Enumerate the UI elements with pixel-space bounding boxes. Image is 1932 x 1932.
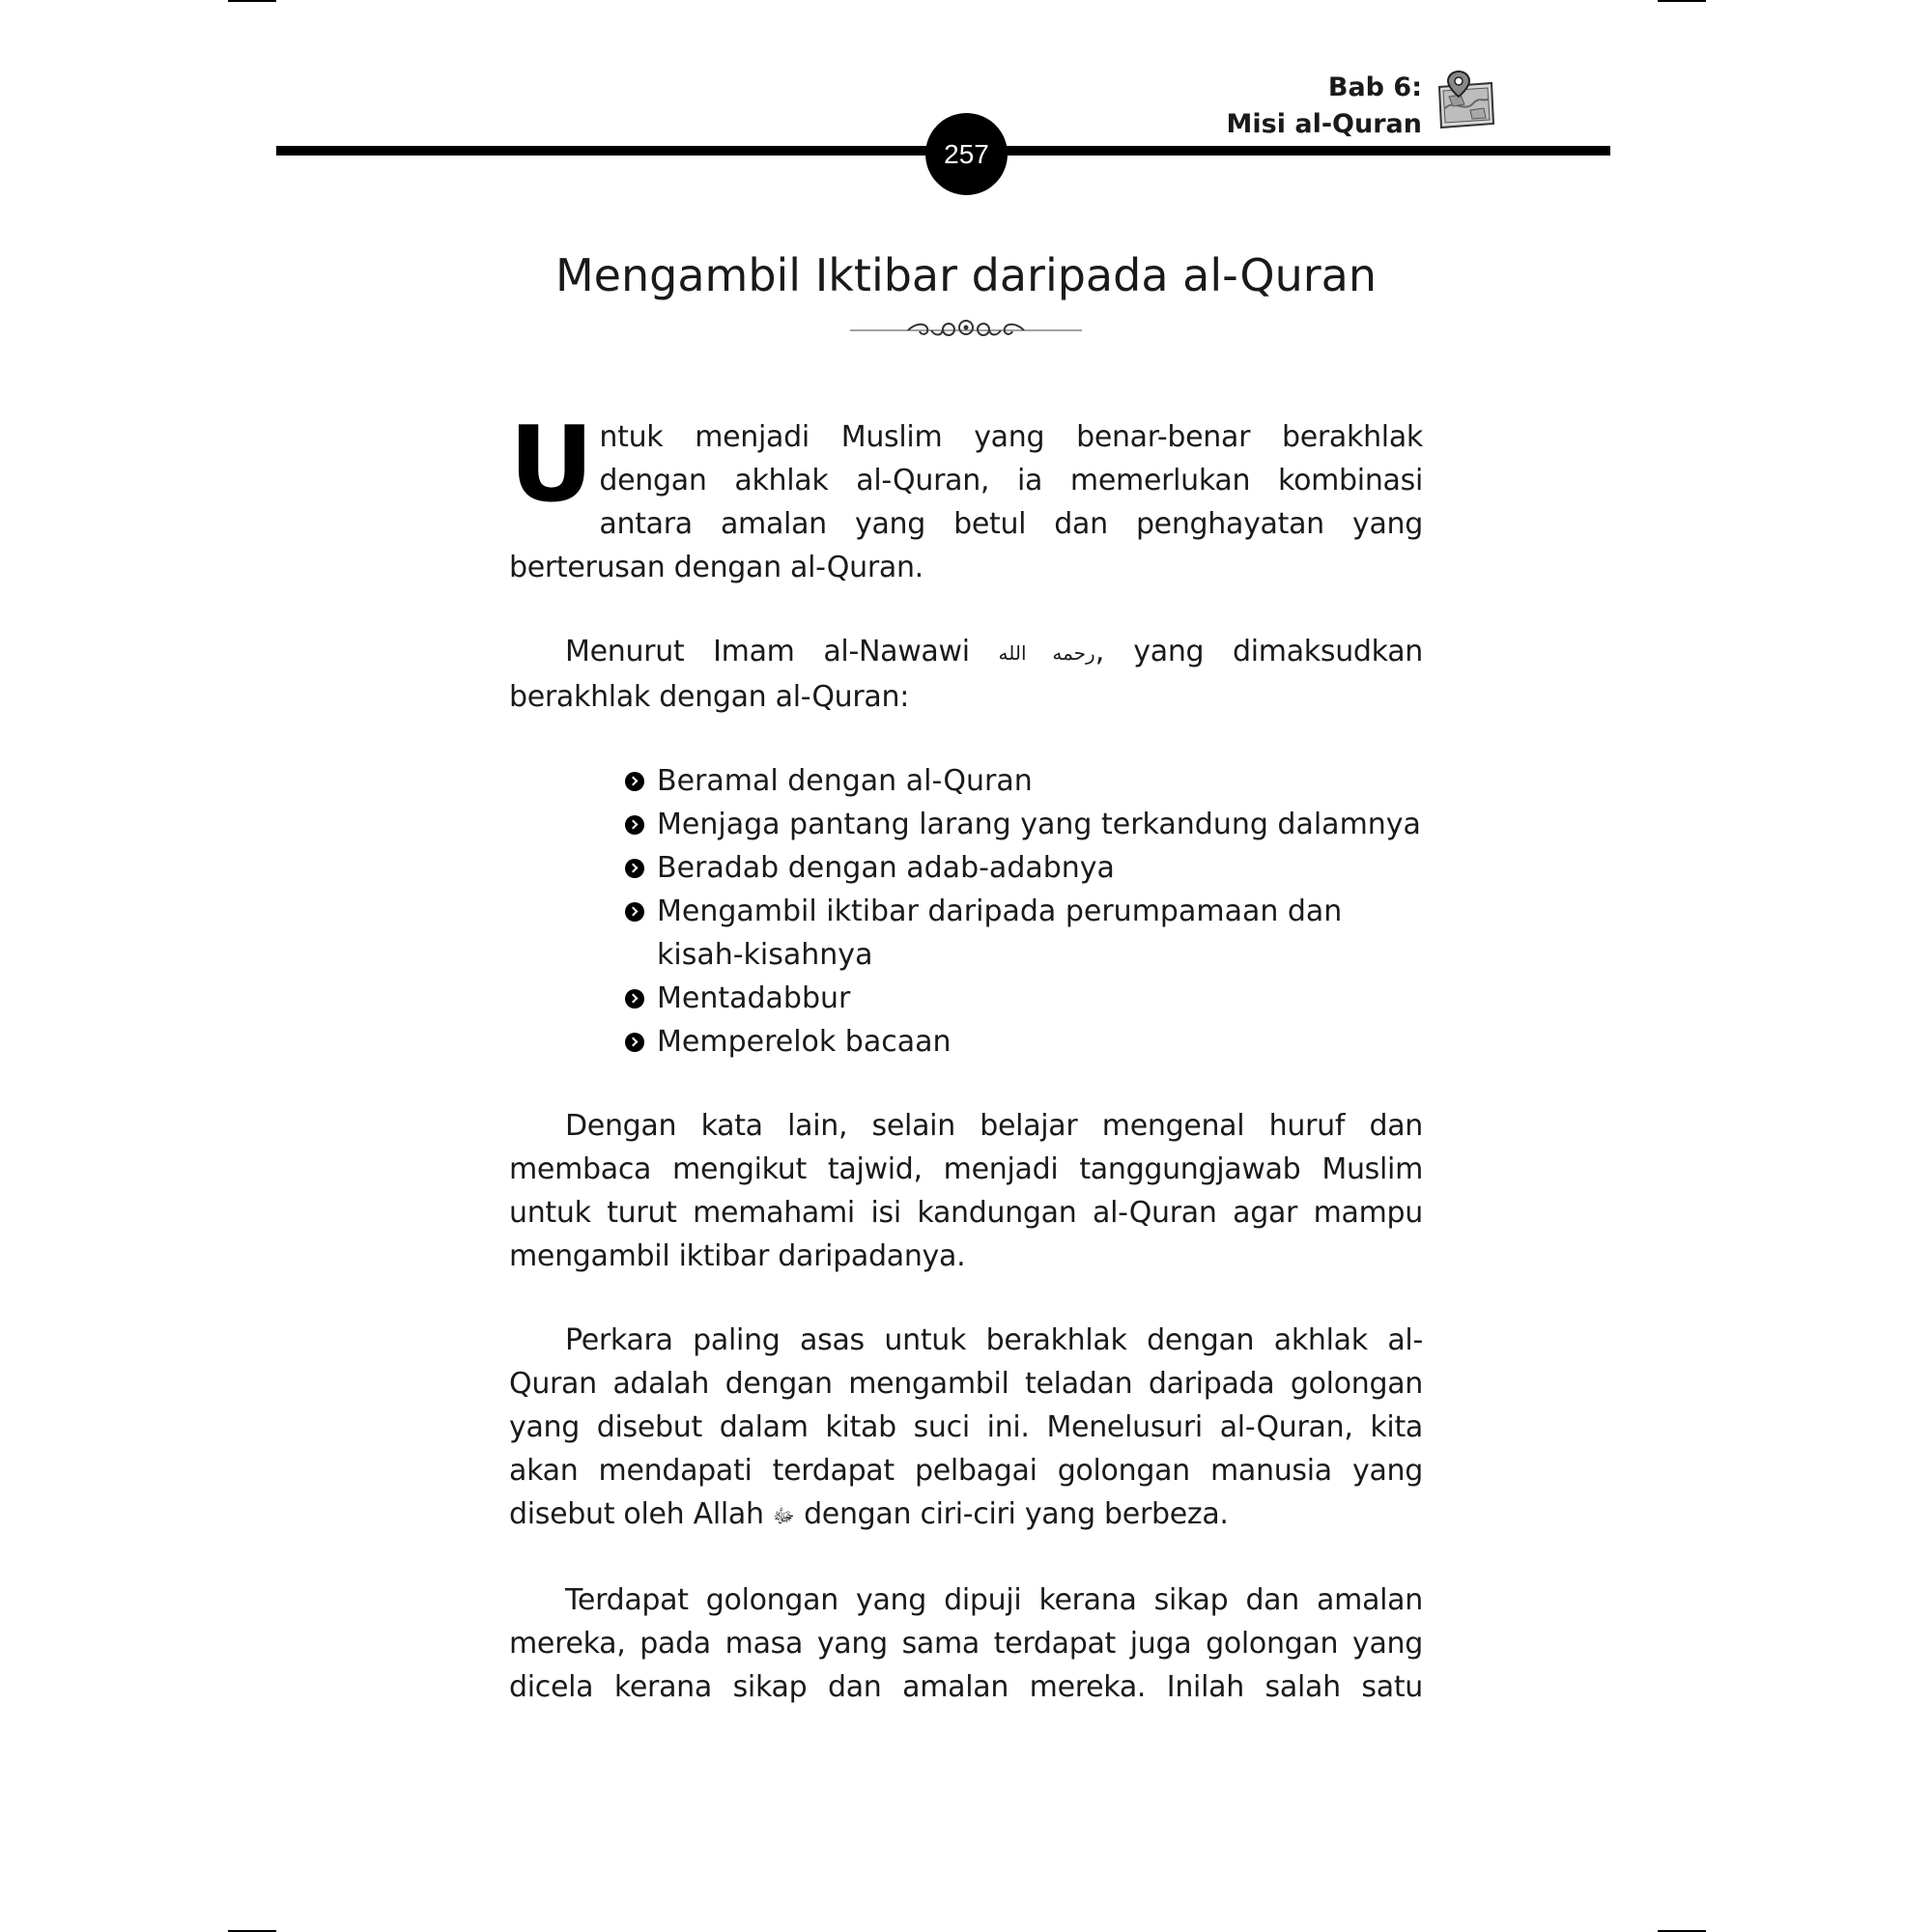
list-item <box>625 977 1423 1020</box>
list-item-text: Memperelok bacaan <box>657 1025 952 1059</box>
body-text <box>509 405 1423 1749</box>
section-title: Mengambil Iktibar daripada al-Quran <box>554 249 1377 301</box>
chevron-right-circle-icon <box>625 859 644 878</box>
list-item <box>625 803 1423 846</box>
chapter-number: Bab 6: <box>1327 72 1422 102</box>
chevron-right-circle-icon <box>625 989 644 1009</box>
list-item-text: Mengambil iktibar daripada perumpamaan dan kisah-kisahnya <box>657 895 1343 972</box>
paragraph-text: Menurut Imam al-Nawawi <box>565 635 999 668</box>
paragraph-text: Perkara paling asas untuk berakhlak dengan akhlak al-Quran adalah dengan mengambil teladan daripada golongan yang disebut dalam kitab suci ini. Menelusuri al-Quran, kita akan mendapati terdapat pelbagai golongan manusia yang disebut oleh Allah <box>509 1323 1423 1531</box>
list-item <box>625 1020 1423 1064</box>
list-item-text: Beradab dengan adab-adabnya <box>657 851 1115 885</box>
paragraph: Terdapat golongan yang dipuji kerana sikap dan amalan mereka, pada masa yang sama terdapat juga golongan yang dicela kerana sikap dan amalan mereka. Inilah salah satu <box>509 1583 1423 1704</box>
flourish-divider-icon <box>850 315 1082 344</box>
list-item <box>625 846 1423 890</box>
paragraph <box>509 405 1423 589</box>
list-item-text: Mentadabbur <box>657 981 851 1015</box>
bullet-list <box>509 759 1423 1064</box>
honorific-glyph: ﷻ <box>772 1504 795 1527</box>
chevron-right-circle-icon <box>625 815 644 835</box>
list-item-text: Menjaga pantang larang yang terkandung dalamnya <box>657 808 1421 841</box>
drop-cap: U <box>509 405 594 526</box>
chevron-right-circle-icon <box>625 772 644 791</box>
map-icon <box>1435 70 1497 131</box>
chevron-right-circle-icon <box>625 902 644 922</box>
chapter-header <box>1227 70 1422 143</box>
paragraph-text: dengan ciri-ciri yang berbeza. <box>794 1497 1229 1531</box>
paragraph: Dengan kata lain, selain belajar mengenal huruf dan membaca mengikut tajwid, menjadi tanggungjawab Muslim untuk turut memahami isi kandungan al-Quran agar mampu mengambil iktibar daripadanya. <box>509 1109 1423 1273</box>
crop-mark <box>228 0 276 2</box>
paragraph <box>509 630 1423 719</box>
list-item <box>625 890 1423 977</box>
chevron-right-circle-icon <box>625 1033 644 1052</box>
paragraph-text: , yang dimaksudkan berakhlak dengan al-Quran: <box>509 635 1423 714</box>
list-item-text: Beramal dengan al-Quran <box>657 764 1033 798</box>
page-number: 257 <box>925 113 1008 195</box>
paragraph <box>509 1319 1423 1538</box>
paragraph-text: ntuk menjadi Muslim yang benar-benar berakhlak dengan akhlak al-Quran, ia memerlukan kombinasi antara amalan yang betul dan penghayatan yang berterusan dengan al-Quran. <box>509 420 1423 584</box>
crop-mark <box>1658 0 1706 2</box>
honorific-glyph: رحمه الله <box>998 641 1095 665</box>
chapter-title: Misi al-Quran <box>1226 109 1422 139</box>
list-item <box>625 759 1423 803</box>
